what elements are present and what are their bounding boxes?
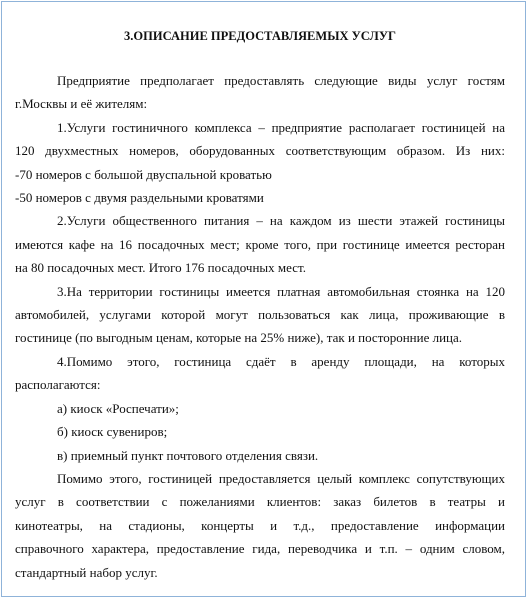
paragraph-line: автомобилей, услугами которой могут пользоваться как лица, проживающие в bbox=[15, 307, 505, 323]
paragraph-line: на 80 посадочных мест. Итого 176 посадочных мест. bbox=[15, 260, 306, 276]
paragraph-line: Помимо этого, гостиницей предоставляется целый комплекс сопутствующих bbox=[57, 470, 505, 486]
list-line: в) приемный пункт почтового отделения связи. bbox=[57, 447, 319, 463]
document-body bbox=[15, 28, 505, 584]
paragraph-line: располагаются: bbox=[15, 377, 101, 393]
paragraph-line: кинотеатры, на стадионы, концерты и т.д., предоставление информации bbox=[15, 517, 505, 533]
document-page bbox=[1, 1, 526, 597]
paragraph-line: услуг в соответствии с пожеланиями клиентов: заказ билетов в театры и bbox=[15, 494, 505, 510]
paragraph-line: стандартный набор услуг. bbox=[15, 564, 158, 580]
paragraph-line: 1.Услуги гостиничного комплекса – предприятие располагает гостиницей на bbox=[57, 119, 505, 135]
paragraph-line: 3.На территории гостиницы имеется платная автомобильная стоянка на 120 bbox=[57, 283, 505, 299]
section-title: 3.ОПИСАНИЕ ПРЕДОСТАВЛЯЕМЫХ УСЛУГ bbox=[124, 29, 396, 43]
paragraph-line: 120 двухместных номеров, оборудованных соответствующим образом. Из них: bbox=[15, 143, 505, 159]
paragraph-line: 4.Помимо этого, гостиница сдаёт в аренду площади, на которых bbox=[57, 353, 505, 369]
paragraph-line: имеются кафе на 16 посадочных мест; кроме того, при гостинице имеется ресторан bbox=[15, 236, 505, 252]
list-line: б) киоск сувениров; bbox=[57, 424, 168, 440]
list-line: а) киоск «Роспечати»; bbox=[57, 400, 179, 416]
paragraph-line: гостинице (по выгодным ценам, которые на 25% ниже), так и посторонние лица. bbox=[15, 330, 463, 346]
paragraph-line: 2.Услуги общественного питания – на каждом из шести этажей гостиницы bbox=[57, 213, 505, 229]
list-line: -50 номеров с двумя раздельными кроватями bbox=[15, 190, 264, 206]
paragraph-line: справочного характера, предоставление гида, переводчика и т.п. – одним словом, bbox=[15, 541, 505, 557]
paragraph-line: Предприятие предполагает предоставлять следующие виды услуг гостям bbox=[57, 73, 505, 88]
list-line: -70 номеров с большой двуспальной кроватью bbox=[15, 166, 272, 182]
paragraph-line: г.Москвы и её жителям: bbox=[15, 96, 148, 112]
